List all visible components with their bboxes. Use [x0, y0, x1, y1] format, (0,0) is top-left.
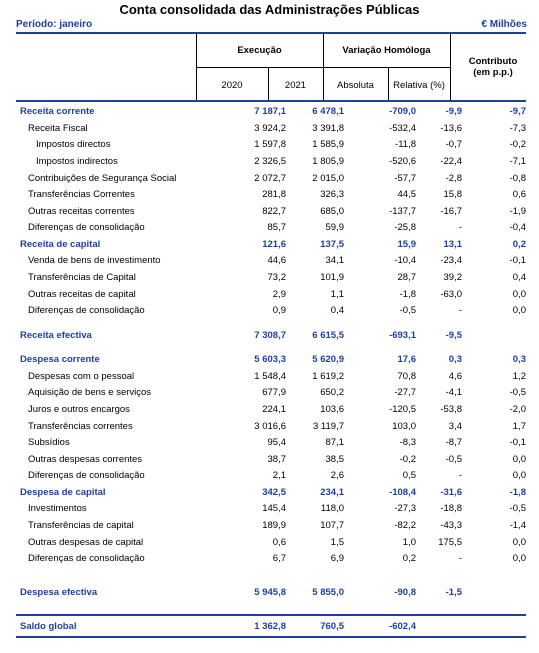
cell-2020: 0,6	[272, 537, 286, 548]
row-label: Transferências correntes	[28, 421, 133, 432]
cell-absoluta: -10,4	[394, 255, 416, 266]
cell-contributo: -7,3	[509, 123, 526, 134]
row-label: Contribuições de Segurança Social	[28, 173, 177, 184]
cell-absoluta: -693,1	[389, 330, 416, 341]
cell-contributo: -0,5	[509, 503, 526, 514]
cell-absoluta: 17,6	[397, 354, 416, 365]
row-label: Despesa corrente	[20, 354, 100, 365]
period-label: Período: janeiro	[16, 19, 93, 30]
row-label: Saldo global	[20, 621, 77, 632]
table-row	[16, 220, 526, 236]
row-label: Venda de bens de investimento	[28, 255, 161, 266]
cell-2021: 234,1	[320, 487, 344, 498]
header-divider	[450, 34, 451, 100]
header-bottom-rule	[16, 100, 526, 102]
cell-relativa: -0,7	[445, 139, 462, 150]
header-variacao: Variação Homóloga	[342, 45, 431, 56]
cell-contributo: -0,2	[509, 139, 526, 150]
cell-2021: 6 478,1	[312, 106, 344, 117]
cell-2020: 121,6	[262, 239, 286, 250]
table-end-rule	[16, 636, 526, 638]
cell-2021: 87,1	[325, 437, 344, 448]
cell-absoluta: -108,4	[389, 487, 416, 498]
cell-contributo: 0,3	[512, 354, 526, 365]
row-label: Transferências de Capital	[28, 272, 136, 283]
cell-2020: 1 548,4	[254, 371, 286, 382]
table-row	[16, 171, 526, 187]
table-row	[16, 551, 526, 567]
cell-contributo: 1,2	[512, 371, 526, 382]
cell-contributo: -1,4	[509, 520, 526, 531]
cell-relativa: 13,1	[443, 239, 462, 250]
cell-2021: 0,4	[330, 305, 344, 316]
cell-relativa: -1,5	[445, 587, 462, 598]
header-2020: 2020	[221, 80, 243, 91]
cell-2021: 118,0	[320, 503, 344, 514]
table-row	[16, 402, 526, 418]
page-title: Conta consolidada das Administrações Públicas	[119, 2, 420, 17]
cell-contributo: 0,4	[512, 272, 526, 283]
row-label: Impostos directos	[36, 139, 111, 150]
row-label: Diferenças de consolidação	[28, 305, 145, 316]
cell-2020: 281,8	[262, 189, 286, 200]
row-label: Receita Fiscal	[28, 123, 88, 134]
cell-2021: 3 391,8	[312, 123, 344, 134]
cell-2020: 7 308,7	[254, 330, 286, 341]
cell-2021: 3 119,7	[313, 421, 344, 432]
cell-2020: 145,4	[262, 503, 286, 514]
cell-absoluta: -27,7	[394, 387, 416, 398]
table-row	[16, 154, 526, 170]
cell-relativa: -16,7	[440, 206, 462, 217]
row-label: Diferenças de consolidação	[28, 553, 145, 564]
cell-relativa: -9,9	[445, 106, 462, 117]
row-label: Transferências Correntes	[28, 189, 135, 200]
cell-relativa: 0,3	[448, 354, 462, 365]
cell-2020: 2 072,7	[254, 173, 286, 184]
cell-contributo: 0,0	[512, 553, 526, 564]
row-label: Receita corrente	[20, 106, 95, 117]
cell-absoluta: -137,7	[389, 206, 416, 217]
cell-2021: 5 620,9	[312, 354, 344, 365]
cell-2021: 2 015,0	[312, 173, 344, 184]
cell-2020: 95,4	[267, 437, 286, 448]
table-row	[16, 419, 526, 435]
header-execucao: Execução	[237, 45, 282, 56]
cell-absoluta: -1,8	[399, 289, 416, 300]
table-row	[16, 452, 526, 468]
cell-relativa: -43,3	[440, 520, 462, 531]
cell-relativa: 39,2	[443, 272, 462, 283]
table-row	[16, 485, 526, 501]
cell-absoluta: -709,0	[389, 106, 416, 117]
cell-relativa: -8,7	[445, 437, 462, 448]
cell-2020: 342,5	[262, 487, 286, 498]
cell-contributo: -0,8	[509, 173, 526, 184]
cell-relativa: -13,6	[440, 123, 462, 134]
header-contributo: Contributo (em p.p.)	[468, 56, 518, 78]
cell-absoluta: 28,7	[397, 272, 416, 283]
cell-absoluta: -520,6	[389, 156, 416, 167]
row-label: Diferenças de consolidação	[28, 222, 145, 233]
cell-contributo: 1,7	[512, 421, 526, 432]
cell-2020: 3 016,6	[254, 421, 286, 432]
header-2021: 2021	[284, 80, 307, 91]
cell-contributo: 0,0	[512, 470, 526, 481]
cell-2020: 1 362,8	[254, 621, 286, 632]
cell-contributo: -1,8	[509, 487, 526, 498]
row-label: Transferências de capital	[28, 520, 134, 531]
cell-relativa: -4,1	[445, 387, 462, 398]
row-label: Despesas com o pessoal	[28, 371, 135, 382]
row-label: Diferenças de consolidação	[28, 470, 145, 481]
cell-relativa: -2,8	[445, 173, 462, 184]
row-label: Receita de capital	[20, 239, 101, 250]
cell-2020: 38,7	[267, 454, 286, 465]
cell-2021: 650,2	[320, 387, 344, 398]
cell-relativa: -	[458, 470, 462, 481]
cell-relativa: -31,6	[440, 487, 462, 498]
table-row	[16, 187, 526, 203]
cell-relativa: -	[458, 222, 462, 233]
cell-2020: 2,9	[272, 289, 286, 300]
table-row	[16, 535, 526, 551]
cell-relativa: -23,4	[440, 255, 462, 266]
table-row	[16, 385, 526, 401]
cell-2021: 107,7	[320, 520, 344, 531]
cell-relativa: -63,0	[440, 289, 462, 300]
table-row	[16, 369, 526, 385]
cell-absoluta: 15,9	[397, 239, 416, 250]
cell-2020: 189,9	[262, 520, 286, 531]
table-row	[16, 352, 526, 368]
row-label: Investimentos	[28, 503, 87, 514]
row-label: Despesa efectiva	[20, 587, 98, 598]
cell-2021: 1 585,9	[312, 139, 344, 150]
cell-2020: 2 326,5	[254, 156, 286, 167]
cell-absoluta: -25,8	[394, 222, 416, 233]
table-row	[16, 237, 526, 253]
cell-absoluta: -0,2	[399, 454, 416, 465]
cell-contributo: -0,1	[509, 437, 526, 448]
cell-2020: 85,7	[267, 222, 286, 233]
cell-2020: 73,2	[267, 272, 286, 283]
cell-2021: 1 805,9	[312, 156, 344, 167]
cell-absoluta: 0,2	[402, 553, 416, 564]
cell-2020: 2,1	[272, 470, 286, 481]
row-label: Outras despesas correntes	[28, 454, 143, 465]
cell-absoluta: 0,5	[402, 470, 416, 481]
cell-2021: 1,5	[330, 537, 344, 548]
cell-2021: 685,0	[320, 206, 344, 217]
row-label: Receita efectiva	[20, 330, 92, 341]
table-row	[16, 585, 526, 601]
cell-2021: 59,9	[325, 222, 344, 233]
row-label: Outras receitas correntes	[28, 206, 135, 217]
table-row	[16, 518, 526, 534]
table-row	[16, 137, 526, 153]
cell-contributo: 0,0	[512, 537, 526, 548]
cell-2020: 224,1	[262, 404, 286, 415]
cell-2020: 5 945,8	[254, 587, 286, 598]
cell-contributo: 0,6	[512, 189, 526, 200]
cell-absoluta: 44,5	[397, 189, 416, 200]
cell-absoluta: 70,8	[397, 371, 416, 382]
table-row	[16, 468, 526, 484]
cell-2020: 6,7	[272, 553, 286, 564]
cell-2020: 5 603,3	[254, 354, 286, 365]
cell-relativa: 15,8	[443, 189, 462, 200]
cell-2020: 3 924,2	[254, 123, 286, 134]
cell-contributo: -7,1	[509, 156, 526, 167]
cell-absoluta: 103,0	[392, 421, 416, 432]
cell-absoluta: -8,3	[399, 437, 416, 448]
cell-2020: 0,9	[272, 305, 286, 316]
cell-relativa: 3,4	[448, 421, 462, 432]
cell-2021: 5 855,0	[312, 587, 344, 598]
cell-relativa: 175,5	[438, 537, 462, 548]
table-row	[16, 270, 526, 286]
cell-2021: 6,9	[330, 553, 344, 564]
cell-contributo: 0,0	[512, 289, 526, 300]
header-relativa: Relativa (%)	[393, 80, 445, 91]
cell-relativa: -9,5	[445, 330, 462, 341]
table-row	[16, 435, 526, 451]
cell-relativa: -22,4	[440, 156, 462, 167]
row-label: Outras receitas de capital	[28, 289, 136, 300]
table-row	[16, 501, 526, 517]
cell-absoluta: -11,8	[395, 139, 416, 150]
cell-2021: 103,6	[320, 404, 344, 415]
cell-2021: 760,5	[320, 621, 344, 632]
cell-2021: 101,9	[320, 272, 344, 283]
cell-contributo: -1,9	[509, 206, 526, 217]
table-bottom-rule	[16, 614, 526, 616]
table-row	[16, 104, 526, 120]
cell-absoluta: -27,3	[394, 503, 416, 514]
cell-absoluta: -120,5	[389, 404, 416, 415]
row-label: Impostos indirectos	[36, 156, 118, 167]
table-row	[16, 303, 526, 319]
cell-absoluta: -82,2	[394, 520, 416, 531]
table-row	[16, 287, 526, 303]
cell-2021: 34,1	[325, 255, 344, 266]
cell-relativa: -53,8	[440, 404, 462, 415]
table-row	[16, 253, 526, 269]
cell-2021: 38,5	[325, 454, 344, 465]
table-row	[16, 204, 526, 220]
cell-contributo: -0,1	[509, 255, 526, 266]
cell-contributo: 0,0	[512, 454, 526, 465]
cell-relativa: -18,8	[440, 503, 462, 514]
cell-2020: 677,9	[262, 387, 286, 398]
cell-absoluta: 1,0	[402, 537, 416, 548]
cell-2021: 1 619,2	[312, 371, 344, 382]
cell-relativa: -	[458, 305, 462, 316]
cell-2020: 1 597,8	[254, 139, 286, 150]
cell-absoluta: -90,8	[394, 587, 416, 598]
row-label: Juros e outros encargos	[28, 404, 130, 415]
cell-relativa: -0,5	[445, 454, 462, 465]
cell-contributo: -9,7	[509, 106, 526, 117]
table-row	[16, 619, 526, 635]
cell-contributo: -0,5	[509, 387, 526, 398]
cell-2020: 822,7	[262, 206, 286, 217]
cell-2020: 44,6	[267, 255, 286, 266]
cell-absoluta: -532,4	[389, 123, 416, 134]
cell-2021: 2,6	[330, 470, 344, 481]
table-row	[16, 121, 526, 137]
cell-absoluta: -57,7	[394, 173, 416, 184]
cell-contributo: -2,0	[509, 404, 526, 415]
header-absoluta: Absoluta	[337, 80, 374, 91]
cell-relativa: -	[458, 553, 462, 564]
unit-label: € Milhões	[481, 19, 527, 30]
cell-contributo: 0,0	[512, 305, 526, 316]
cell-absoluta: -0,5	[399, 305, 416, 316]
cell-contributo: -0,4	[509, 222, 526, 233]
row-label: Despesa de capital	[20, 487, 106, 498]
cell-2021: 6 615,5	[312, 330, 344, 341]
cell-2021: 137,5	[320, 239, 344, 250]
table-row	[16, 328, 526, 344]
cell-contributo: 0,2	[512, 239, 526, 250]
cell-relativa: 4,6	[448, 371, 462, 382]
cell-absoluta: -602,4	[389, 621, 416, 632]
row-label: Aquisição de bens e serviços	[28, 387, 152, 398]
row-label: Subsídios	[28, 437, 70, 448]
cell-2021: 326,3	[320, 189, 344, 200]
row-label: Outras despesas de capital	[28, 537, 144, 548]
cell-2020: 7 187,1	[254, 106, 286, 117]
cell-2021: 1,1	[330, 289, 344, 300]
